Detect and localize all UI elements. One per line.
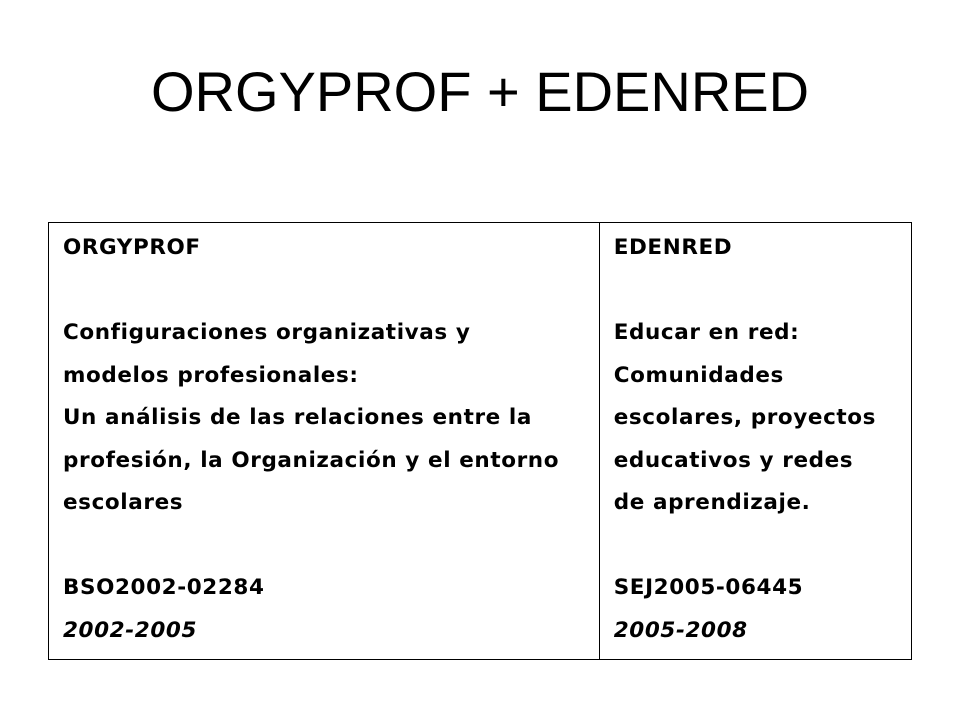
project-description-line: profesión, la Organización y el entorno xyxy=(63,447,560,473)
slide-title: ORGYPROF + EDENRED xyxy=(150,60,810,123)
spacer xyxy=(614,525,901,568)
project-cell-edenred xyxy=(600,223,911,659)
project-description-line: de aprendizaje. xyxy=(613,490,811,515)
project-description-line: Educar en red: xyxy=(613,320,800,345)
project-code: BSO2002-02284 xyxy=(63,575,265,600)
project-description-line: educativos y redes xyxy=(613,447,854,473)
project-description-line: Configuraciones organizativas y xyxy=(63,320,471,345)
project-acronym: ORGYPROF xyxy=(63,235,201,260)
projects-table xyxy=(48,222,912,660)
project-cell-orgyprof xyxy=(49,223,600,659)
project-period: 2002-2005 xyxy=(63,617,198,643)
project-acronym: EDENRED xyxy=(613,235,733,260)
project-description-line: Comunidades xyxy=(613,362,784,388)
project-period: 2005-2008 xyxy=(613,617,748,643)
spacer xyxy=(63,525,589,568)
project-description-line: modelos profesionales: xyxy=(63,362,359,388)
project-code: SEJ2005-06445 xyxy=(613,575,804,600)
spacer xyxy=(614,270,901,313)
project-description-line: Un análisis de las relaciones entre la xyxy=(63,405,533,430)
project-description-line: escolares xyxy=(63,490,184,515)
project-description-line: escolares, proyectos xyxy=(613,405,877,430)
spacer xyxy=(63,270,589,313)
